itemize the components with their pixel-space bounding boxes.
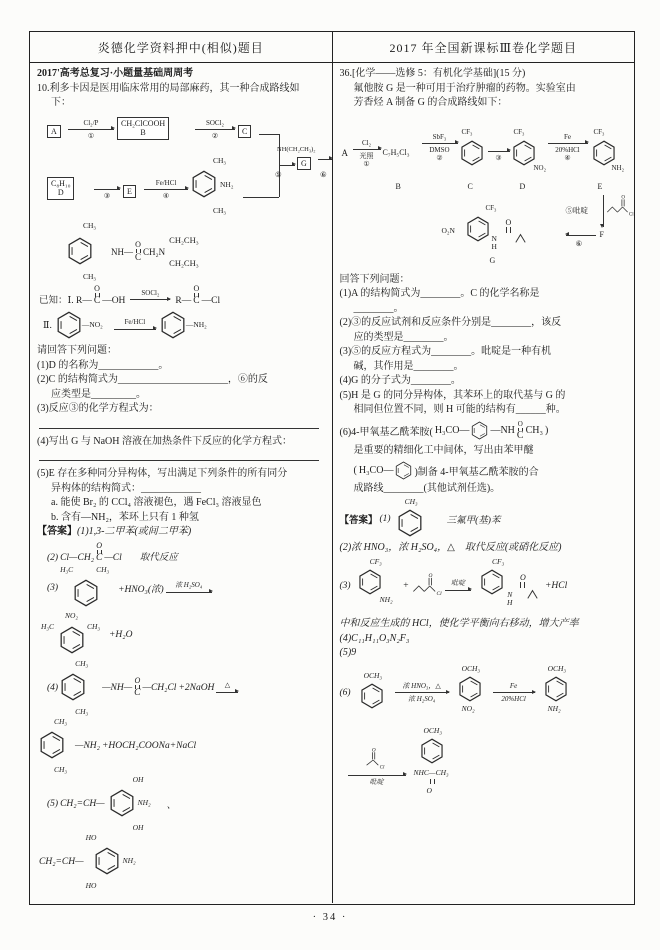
reaction-arrow-4 — [144, 179, 188, 200]
methyl-label: CH₃ — [54, 765, 68, 774]
benzene-ring-icon — [94, 847, 120, 875]
ethyl-label: CH₂CH₃ — [169, 235, 199, 245]
answer-5-row-1 — [47, 775, 327, 833]
compound-a-box: A — [47, 125, 61, 139]
oxygen-label: O — [620, 194, 625, 201]
answer-5-row-2 — [39, 833, 327, 891]
nitro-label: NO₂ — [461, 703, 475, 713]
carbon-label: C — [96, 552, 103, 563]
known-prefix: 已知：Ⅰ. R— — [39, 296, 92, 306]
toluene-structure — [393, 498, 429, 540]
isomer-structure-1 — [107, 776, 165, 832]
nh-group — [507, 591, 512, 608]
answer-2-line: (2)浓 HNO₃，浓 H₂SO₄，△ 取代反应(或硝化反应) — [339, 541, 562, 553]
formula: CH₂ClCOOH — [121, 118, 166, 128]
oxygen-label: O — [428, 573, 433, 580]
answer-line-1 — [37, 525, 327, 540]
benzene-ring-icon — [420, 738, 444, 764]
acetyl-chloride-structure — [364, 747, 390, 773]
chain-text: CH₂N — [143, 246, 166, 257]
paren: ) — [544, 425, 549, 436]
compound-f-label: F — [599, 229, 604, 239]
reaction-arrow — [216, 681, 238, 694]
reagent-label: SOCl₂ — [205, 118, 224, 127]
oxygen-label: O — [517, 419, 523, 428]
naoh-text: +2NaOH — [178, 683, 215, 693]
question-text: )制备 4-甲氧基乙酰苯胺的合 — [414, 466, 539, 478]
reaction-arrow-1 — [68, 119, 114, 140]
amine-label: NH₂ — [137, 798, 151, 807]
question-36-title: 36.[化学——选修 5：有机化学基础](15 分) — [339, 68, 526, 79]
reagent-label: Fe — [564, 132, 571, 141]
reagent-label: SbF₃ — [432, 132, 447, 141]
answer-blank-line — [39, 419, 319, 429]
carbonyl-group — [135, 241, 141, 262]
condition-label: 光照 — [359, 151, 374, 160]
answer-4-row-2 — [39, 717, 327, 775]
answer-number: (3) — [47, 583, 59, 593]
cf3-label: CF₃ — [461, 127, 473, 136]
methoxy-label: OCH₃ — [461, 663, 481, 673]
condition-label: 浓 H₂SO₄ — [407, 695, 436, 703]
reagent-label: Cl₂/P — [83, 118, 99, 127]
oxygen-label: O — [135, 240, 141, 249]
methoxy-text: H₃CO— — [358, 464, 394, 476]
compound-c-box: C — [238, 125, 251, 139]
reaction-arrow — [130, 289, 170, 302]
oxygen-label: O — [371, 747, 376, 754]
compound-c-label: C — [467, 181, 473, 191]
question-line: 碱，其作用是________。 — [353, 360, 464, 372]
carbon-label: C — [134, 688, 141, 699]
hcl-text: +HCl — [545, 581, 568, 591]
water-text: +H₂O — [109, 630, 133, 640]
formula-text: Cl—CH₂ — [60, 553, 95, 563]
amide-text: —NH — [490, 425, 515, 436]
methyl-label: CH₃ — [96, 565, 110, 574]
left-column — [30, 63, 332, 903]
carbonyl-group — [134, 677, 140, 699]
vinyl-text: CH₂=CH— — [39, 857, 84, 867]
dimethylaniline-structure — [191, 157, 275, 219]
benzene-ring-icon — [191, 170, 217, 198]
reaction-arrow-3 — [94, 187, 120, 200]
answer-label: 【答案】 — [339, 515, 378, 526]
amide-product-structure — [474, 558, 542, 614]
answer-4-row-1 — [47, 659, 327, 717]
methoxy-label: OCH₃ — [547, 663, 567, 673]
oxygen-label: O — [520, 573, 526, 582]
hydroxyl-label: OH — [132, 823, 144, 832]
reaction-arrow-3 — [488, 149, 510, 162]
methyl-label: CH₃ — [83, 271, 97, 281]
cf3-aniline-structure — [354, 558, 400, 614]
compound-name: 三氟甲(基)苯 — [446, 515, 501, 526]
xylyl-group — [60, 660, 100, 716]
answer-1-row — [340, 497, 630, 541]
methoxy-label: OCH₃ — [423, 725, 442, 735]
step-number: ④ — [564, 153, 571, 162]
methyl-label: CH₃ — [404, 496, 418, 506]
benzene-ring-icon — [360, 683, 384, 709]
compound-g-box: G — [297, 157, 311, 171]
plus-sign: + — [402, 581, 409, 591]
reagent-text: +HNO₃(浓) — [118, 585, 164, 595]
answer-3-row-2 — [41, 611, 327, 659]
reagent-label: Fe/HCl — [155, 178, 177, 187]
amine-label: NH₂ — [379, 595, 393, 604]
question-6-line-1 — [340, 418, 630, 444]
isomer-structure-2 — [86, 834, 150, 890]
flutamide-scheme — [340, 111, 634, 273]
hydroxyl-label: HO — [85, 833, 97, 842]
amine-label: NH₂ — [220, 179, 234, 189]
pyridine-label: 吡啶 — [369, 777, 384, 786]
right-column — [332, 63, 635, 903]
benzene-ring-icon — [60, 673, 86, 701]
step-number: ③ — [495, 153, 502, 162]
answer-number: (3) — [339, 581, 351, 591]
reaction-type-text: 取代反应 — [139, 553, 178, 563]
question-line: 异构体的结构简式：____________ — [51, 482, 201, 494]
cf3-label: CF₃ — [369, 557, 382, 566]
paren: ( — [353, 464, 357, 476]
nitrogen-label: N — [507, 590, 513, 599]
hydroxyl-label: HO — [85, 881, 97, 890]
question-line: (1)D 的名称为____________。 — [37, 359, 169, 371]
step-number: ① — [87, 131, 95, 140]
nitro-label: NO₂ — [65, 611, 79, 620]
amine-label: NH₂ — [547, 703, 561, 713]
methoxy-text: H₃CO— — [434, 425, 470, 436]
question-text: (6)4-甲氧基乙酰苯胺( — [339, 427, 433, 438]
question-10-intro-2: 下： — [51, 97, 71, 108]
carbon-label: C — [516, 429, 524, 441]
question-36-intro-2: 芳香烃 A 制备 G 的合成路线如下： — [353, 97, 508, 108]
benzene-ring-icon — [358, 569, 382, 595]
benzene-ring-icon — [56, 311, 82, 339]
question-line: (3)⑤的反应方程式为________。吡啶是一种有机 — [339, 346, 552, 357]
solvent-label: DMSO — [429, 145, 450, 154]
benzene-ring-icon — [73, 579, 99, 607]
nh-group — [492, 235, 497, 252]
question-line: a. 能使 Br₂ 的 CCl₄ 溶液褪色，遇 FeCl₃ 溶液显色 — [51, 497, 262, 508]
oxygen-label: O — [505, 217, 512, 227]
hydrogen-label: H — [507, 598, 513, 608]
reaction-arrow — [395, 682, 449, 703]
methyl-label: CH₃ — [213, 205, 227, 215]
question-line: (2)C 的结构简式为______________________，⑥的反 — [37, 374, 268, 385]
question-line: (4)写出 G 与 NaOH 溶液在加热条件下反应的化学方程式： — [37, 435, 292, 447]
methyl-label: CH₃ — [87, 622, 101, 631]
carbon-label: C — [135, 252, 142, 262]
oxygen-label: O — [426, 785, 432, 795]
methyl-label: CH₃ — [75, 659, 89, 668]
answer-5-line: (5)9 — [339, 647, 357, 658]
benzene-ring-icon — [397, 509, 423, 537]
products-text: +HOCH₂COONa+NaCl — [101, 741, 197, 751]
compound-e-label: E — [597, 181, 603, 191]
isopropyl-group-icon — [514, 233, 527, 244]
nitroanisole-structure — [452, 665, 490, 721]
vinyl-text: CH₂=CH— — [60, 799, 105, 809]
methyl-label: H₃C — [60, 565, 74, 574]
oxygen-label: O — [96, 540, 103, 550]
formula: C₈H₁₀ — [51, 178, 71, 188]
compound-g-label: G — [489, 255, 496, 265]
carbonyl-group — [96, 542, 102, 564]
methoxyacetanilide-structure — [410, 727, 470, 807]
question-line: (2)③的反应试剂和反应条件分别是________，该反 — [339, 317, 562, 328]
benzene-ring-icon — [67, 237, 93, 265]
methoxyaniline-structure — [538, 665, 576, 721]
answer-2-row — [47, 542, 327, 564]
header-row — [30, 32, 634, 63]
nitroxylene-structure — [41, 612, 107, 658]
r-group-text: R— — [175, 296, 192, 306]
benzene-ring-icon — [544, 676, 568, 702]
carbonyl-group — [517, 421, 524, 441]
step-number: ① — [363, 159, 370, 168]
merge-arrow — [279, 163, 295, 168]
answer-number: (2) — [47, 553, 59, 563]
question-line: 应的类型是________。 — [353, 331, 454, 343]
benzene-ring-icon — [109, 789, 135, 817]
compound-d-box — [47, 177, 74, 200]
reaction-arrow — [166, 581, 212, 594]
answer-3-row-1 — [47, 565, 327, 611]
condition-label: 20%HCl — [555, 145, 580, 154]
question-10-intro: 10.利多卡因是医用临床常用的局部麻药，其一种合成路线如 — [37, 82, 300, 94]
nitrobenzene-structure — [54, 310, 112, 340]
aniline-structure — [158, 310, 216, 340]
carbon-label: C — [93, 295, 101, 306]
question-line: (4)G 的分子式为________。 — [339, 375, 461, 386]
compound-b-formula: C₇H₅Cl₃ — [382, 147, 410, 157]
reagent-label: Fe/HCl — [124, 318, 146, 327]
answer-number: (1) — [379, 513, 391, 524]
reagent-label-amine: NH(CH₂CH₃)₂ — [277, 145, 316, 153]
answer-number: (4) — [47, 683, 59, 693]
question-36-intro: 氟他胺 G 是一种可用于治疗肿瘤的药物。实验室由 — [353, 82, 576, 94]
known-reaction-2 — [43, 308, 327, 342]
pyridine-label: 吡啶 — [451, 579, 465, 588]
reaction-arrow — [348, 747, 406, 786]
compound-letter: D — [57, 188, 64, 198]
question-line: (5)H 是 G 的同分异构体，其苯环上的取代基与 G 的 — [339, 389, 566, 401]
chloride-text: —Cl — [201, 296, 221, 306]
isobutyryl-chloride-structure — [606, 193, 634, 221]
isopropyl-group-icon — [526, 589, 539, 600]
separator: 、 — [166, 801, 177, 811]
amine-label: NH₂ — [611, 163, 625, 172]
ethyl-label: CH₂CH₃ — [169, 258, 199, 268]
diethylamino-group — [169, 235, 199, 268]
question-line: 成路线________(其他试剂任选)。 — [353, 483, 501, 494]
question-line: 是重要的精细化工中间体，写出由苯甲醚 — [353, 444, 534, 456]
compound-d-label: D — [519, 181, 526, 191]
benzene-ring-icon — [59, 626, 85, 654]
exam-table — [29, 31, 635, 905]
section-title: 2017'高考总复习·小题量基础周周考 — [37, 68, 194, 79]
carbonyl-group — [520, 574, 526, 588]
step-number-5: ⑤ — [275, 169, 282, 179]
reaction-arrow-4 — [548, 133, 588, 162]
cf3-label: CF₃ — [492, 557, 505, 566]
benzene-ring-icon — [480, 569, 504, 595]
nitro-label: NO₂ — [533, 163, 547, 172]
question-line: (5)E 存在多种同分异构体，写出满足下列条件的所有同分 — [37, 468, 288, 479]
question-line: (1)A 的结构简式为________。C 的化学名称是 — [339, 288, 540, 299]
step-number-6: ⑥ — [575, 238, 583, 248]
question-line: ________。 — [353, 302, 404, 314]
question-6-line-3 — [340, 458, 630, 482]
question-line: b. 含有—NH₂，苯环上只有 1 种氢 — [51, 511, 199, 523]
compound-e-box: E — [123, 185, 136, 199]
cf3-label: CF₃ — [513, 127, 525, 136]
methyl-label: CH₃ — [54, 717, 68, 726]
answer-3-row — [340, 555, 630, 617]
carbon-label: C — [193, 295, 200, 306]
chlorine-label: Cl — [436, 590, 442, 597]
nitrogen-label: N — [491, 233, 497, 243]
known-ii-label: Ⅱ. — [43, 320, 52, 331]
amine-label: NH₂ — [122, 856, 136, 865]
benzene-ring-icon — [395, 461, 412, 480]
step-number: ② — [211, 131, 219, 140]
reaction-arrow-2 — [422, 133, 458, 162]
answer-6-row-2 — [348, 725, 630, 809]
reaction-arrow-2 — [195, 119, 235, 140]
hydroxyl-text: —OH — [102, 296, 126, 306]
header-right-title: 2017 年全国新课标Ⅲ卷化学题目 — [332, 32, 635, 62]
benzene-ring-icon — [460, 140, 484, 166]
question-line: (3)反应③的化学方程式为： — [37, 403, 159, 414]
methyl-label: CH₃ — [213, 155, 227, 165]
benzene-ring-icon — [592, 140, 616, 166]
carbonyl-group — [506, 219, 512, 233]
benzene-ring-icon — [466, 216, 490, 242]
cf3-label: CF₃ — [593, 127, 605, 136]
chain-text: —CH₂Cl — [142, 683, 177, 693]
oxygen-label: O — [193, 283, 200, 293]
answer-1-text: (1)1,3-二甲苯(或间二甲苯) — [77, 526, 192, 537]
compound-a-label: A — [341, 147, 348, 158]
question-line: 相同但位置不同，则 H 可能的结构有______种。 — [353, 404, 566, 415]
oxygen-label: O — [134, 676, 141, 686]
methyl-label: CH₃ — [83, 220, 97, 230]
isobutyryl-chloride-structure — [412, 571, 442, 601]
reaction-arrow-1 — [353, 139, 381, 168]
benzene-ring-icon — [458, 676, 482, 702]
reaction-arrow — [445, 579, 471, 592]
answer-3-note: 中和反应生成的 HCl，使化学平衡向右移动，增大产率 — [339, 618, 579, 629]
reagent-label: SOCl₂ — [141, 288, 160, 297]
amide-text: NH— — [111, 246, 133, 257]
questions-intro: 回答下列问题： — [339, 273, 410, 285]
hydroxyl-label: OH — [132, 775, 144, 784]
compound-b-box — [117, 117, 169, 140]
oxygen-label: O — [94, 283, 100, 293]
benzene-ring-icon — [39, 731, 65, 759]
benzene-ring-icon — [471, 421, 488, 440]
amine-label: —NH₂ — [185, 320, 207, 329]
compound-b-label: B — [395, 181, 401, 191]
xylyl-group — [67, 222, 109, 282]
cf3-label: CF₃ — [485, 203, 497, 212]
lidocaine-structure — [67, 221, 327, 283]
methyl-text: CH₃ — [525, 425, 543, 436]
page-number: · 34 · — [312, 912, 348, 923]
condition-label: △ — [224, 681, 231, 690]
reaction-arrow — [493, 682, 535, 703]
answer-number: (6) — [339, 687, 351, 698]
answer-number: (5) — [47, 799, 59, 809]
answer-blank-line — [39, 451, 319, 461]
reaction-arrow-6 — [318, 157, 332, 162]
acetamide-label: NHC—CH₃ — [413, 767, 449, 777]
chlorine-label: Cl — [628, 210, 634, 217]
hydrogen-label: H — [491, 241, 497, 251]
reagent-label: Cl₂ — [361, 138, 372, 147]
step-5-pyridine-label: ⑤吡啶 — [565, 205, 588, 215]
answer-label: 【答案】 — [37, 526, 77, 537]
amine-text: —NH₂ — [75, 741, 100, 751]
amide-text: —NH— — [102, 683, 133, 693]
reagent-label: Fe — [509, 681, 518, 690]
carbonyl-group — [193, 285, 199, 307]
benzene-ring-icon — [512, 140, 536, 166]
methyl-label: H₃C — [41, 622, 55, 631]
header-left-title: 炎德化学资料押中(相似)题目 — [97, 40, 264, 55]
known-reaction-1 — [39, 285, 327, 307]
compound-letter: B — [140, 128, 146, 138]
step-number-6: ⑥ — [320, 169, 327, 179]
chlorine-label: Cl — [379, 764, 385, 771]
nitro-label: O₂N — [441, 225, 455, 235]
carbonyl-group — [94, 285, 100, 307]
step-number: ② — [436, 153, 443, 162]
step-number: ③ — [103, 191, 111, 200]
condition-label: 浓 H₂SO₄ — [175, 581, 203, 590]
synthesis-flowchart — [37, 113, 327, 219]
condition-label: 20%HCl — [501, 695, 526, 703]
methyl-label: CH₃ — [75, 707, 89, 716]
reaction-arrow — [114, 318, 156, 331]
reagent-label: 浓 HNO₃，△ — [402, 681, 441, 690]
question-line: 应类型是_________。 — [51, 388, 146, 400]
benzene-ring-icon — [160, 311, 186, 339]
xylene-structure — [60, 566, 116, 610]
answer-6-row-1 — [340, 661, 630, 725]
step-number: ④ — [162, 191, 170, 200]
anisole-structure — [354, 672, 392, 714]
questions-intro: 请回答下列问题： — [37, 345, 117, 356]
formula-text: —Cl — [104, 553, 122, 563]
nitro-label: —NO₂ — [81, 320, 103, 329]
answer-4-line: (4)C₁₁H₁₁O₃N₂F₃ — [339, 632, 410, 644]
xylyl-group — [39, 718, 79, 774]
methoxy-label: OCH₃ — [363, 670, 383, 680]
